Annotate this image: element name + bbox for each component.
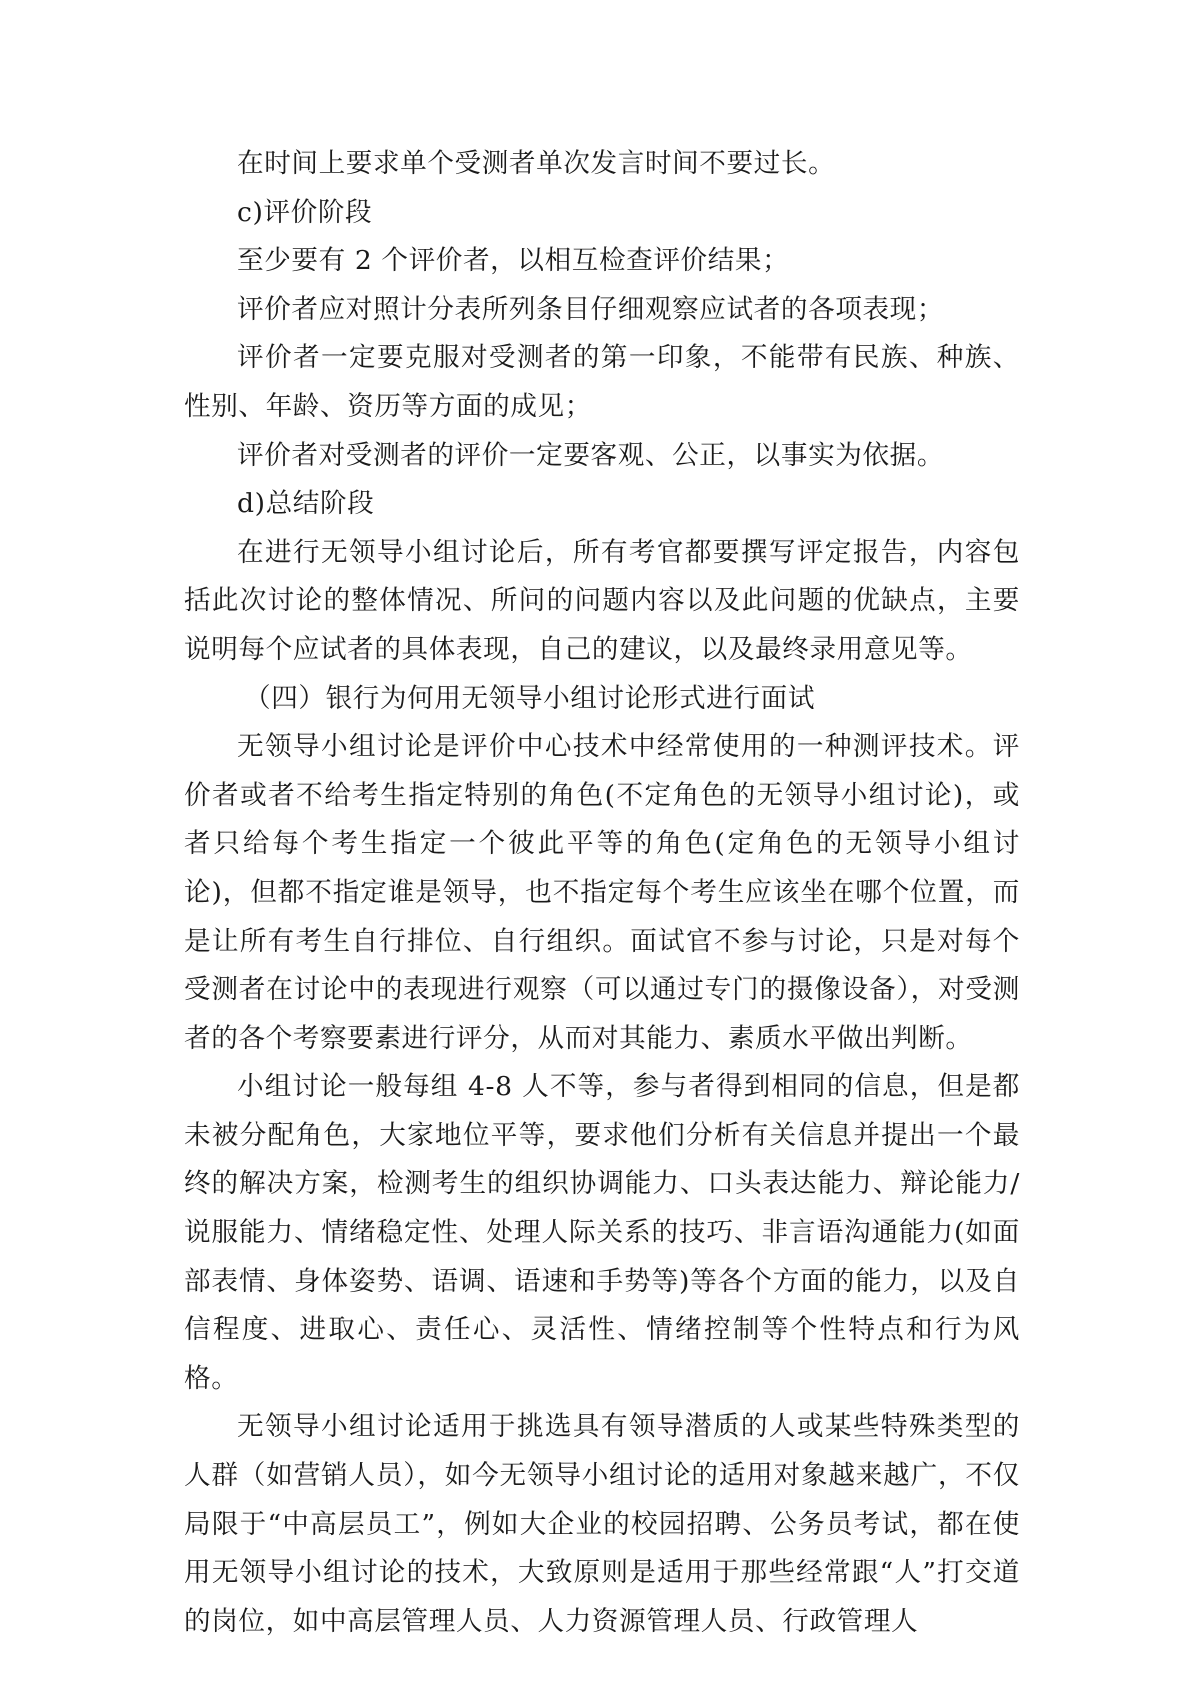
paragraph: 至少要有 2 个评价者，以相互检查评价结果； [237,245,790,277]
paragraph: 无领导小组讨论是评价中心技术中经常使用的一种测评技术。评价者或者不给考生指定特别的角色(不定角色的无领导小组讨论)，或者只给每个考生指定一个彼此平等的角色(定角色的无领导小组讨论)，但都不指定谁是领导，也不指定每个考生应该坐在哪个位置，而是让所有考生自行排位、自行组织。面试官不参与讨论，只是对每个受测者在讨论中的表现进行观察（可以通过专门的摄像设备），对受测者的各个考察要素进行评分，从而对其能力、素质水平做出判断。 [184,731,1020,1054]
paragraph: 评价者应对照计分表所列条目仔细观察应试者的各项表现； [237,293,945,325]
subsection-heading: d)总结阶段 [237,488,375,520]
section-heading: （四）银行为何用无领导小组讨论形式进行面试 [244,682,816,714]
paragraph: 无领导小组讨论适用于挑选具有领导潜质的人或某些特殊类型的人群（如营销人员），如今无领导小组讨论的适用对象越来越广，不仅局限于“中高层员工”，例如大企业的校园招聘、公务员考试，都在使用无领导小组讨论的技术，大致原则是适用于那些经常跟“人”打交道的岗位，如中高层管理人员、人力资源管理人员、行政管理人 [184,1411,1020,1637]
subsection-heading: c)评价阶段 [237,196,373,228]
paragraph: 评价者对受测者的评价一定要客观、公正，以事实为依据。 [237,439,945,471]
paragraph: 在时间上要求单个受测者单次发言时间不要过长。 [237,148,836,179]
paragraph: 评价者一定要克服对受测者的第一印象，不能带有民族、种族、性别、年龄、资历等方面的成见； [184,342,1020,422]
paragraph: 小组讨论一般每组 4-8 人不等，参与者得到相同的信息，但是都未被分配角色，大家地位平等，要求他们分析有关信息并提出一个最终的解决方案，检测考生的组织协调能力、口头表达能力、辩论能力/说服能力、情绪稳定性、处理人际关系的技巧、非言语沟通能力(如面部表情、身体姿势、语调、语速和手势等)等各个方面的能力，以及自信程度、进取心、责任心、灵活性、情绪控制等个性特点和行为风格。 [184,1071,1020,1394]
document-page [184,140,1020,1646]
paragraph: 在进行无领导小组讨论后，所有考官都要撰写评定报告，内容包括此次讨论的整体情况、所问的问题内容以及此问题的优缺点，主要说明每个应试者的具体表现，自己的建议，以及最终录用意见等。 [184,536,1020,665]
